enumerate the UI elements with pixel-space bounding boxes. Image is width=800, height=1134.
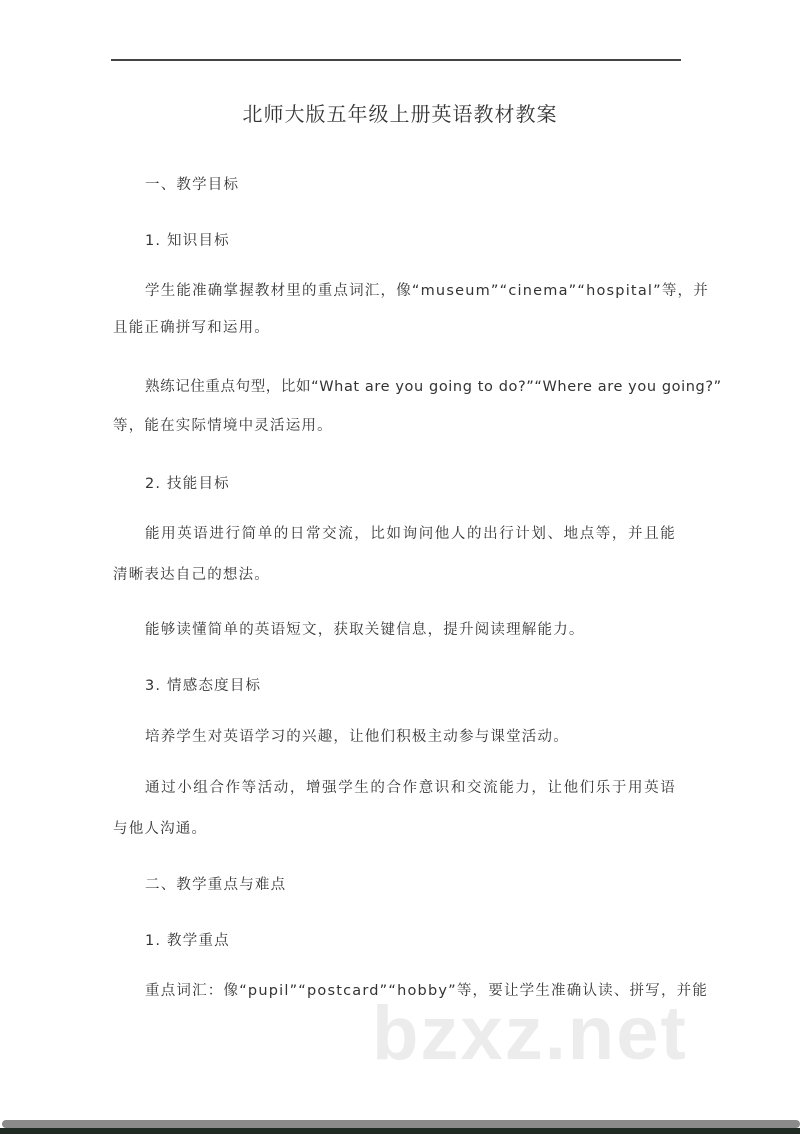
paragraph-line: 能够读懂简单的英语短文，获取关键信息，提升阅读理解能力。 bbox=[145, 622, 585, 638]
paragraph-line: 学生能准确掌握教材里的重点词汇，像“museum”“cinema”“hospital”等，并 bbox=[145, 283, 709, 299]
subsection-heading: 1. 知识目标 bbox=[145, 233, 230, 249]
horizontal-scrollbar[interactable] bbox=[2, 1120, 800, 1128]
paragraph-line: 清晰表达自己的想法。 bbox=[113, 567, 270, 583]
subsection-heading: 3. 情感态度目标 bbox=[145, 678, 262, 694]
section-heading: 二、教学重点与难点 bbox=[145, 877, 287, 893]
bottom-bar bbox=[0, 1128, 800, 1134]
paragraph-line: 等，能在实际情境中灵活运用。 bbox=[113, 418, 333, 434]
paragraph-line: 重点词汇：像“pupil”“postcard”“hobby”等，要让学生准确认读、拼写，并能 bbox=[145, 983, 709, 999]
subsection-heading: 2. 技能目标 bbox=[145, 476, 230, 492]
paragraph-line: 能用英语进行简单的日常交流，比如询问他人的出行计划、地点等，并且能 bbox=[145, 526, 677, 542]
document-title: 北师大版五年级上册英语教材教案 bbox=[242, 102, 558, 126]
paragraph-line: 通过小组合作等活动，增强学生的合作意识和交流能力，让他们乐于用英语 bbox=[145, 780, 677, 796]
paragraph-line: 且能正确拼写和运用。 bbox=[113, 320, 270, 336]
paragraph-line: 熟练记住重点句型，比如“What are you going to do?”“Where are you going?” bbox=[145, 379, 722, 395]
paragraph-line: 与他人沟通。 bbox=[113, 821, 208, 837]
paragraph-line: 培养学生对英语学习的兴趣，让他们积极主动参与课堂活动。 bbox=[145, 729, 569, 745]
watermark: bzxz.net bbox=[372, 991, 688, 1076]
header-rule bbox=[111, 59, 681, 61]
subsection-heading: 1. 教学重点 bbox=[145, 933, 230, 949]
section-heading: 一、教学目标 bbox=[145, 177, 240, 193]
